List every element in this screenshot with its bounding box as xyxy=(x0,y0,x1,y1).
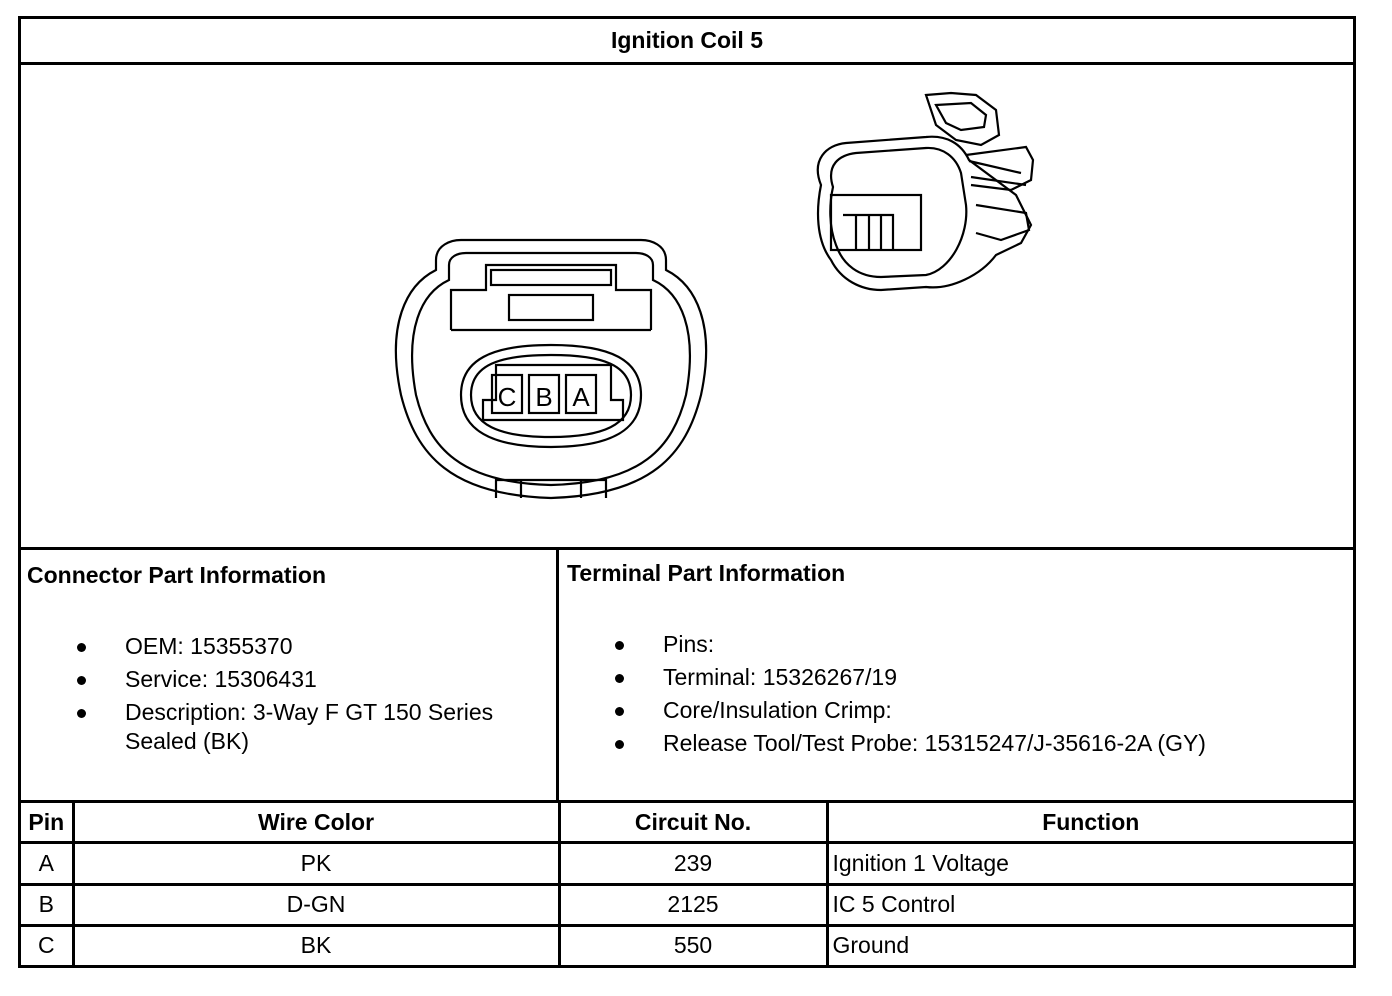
connector-info-heading: Connector Part Information xyxy=(27,562,327,588)
bullet-icon xyxy=(615,641,624,650)
bullet-icon xyxy=(77,676,86,685)
connector-info-list xyxy=(75,632,545,760)
terminal-info-heading: Terminal Part Information xyxy=(567,560,846,586)
list-item: OEM: 15355370 xyxy=(75,632,545,661)
list-item: Release Tool/Test Probe: 15315247/J-35616-2A (GY) xyxy=(613,729,1333,758)
wire-color-cell: BK xyxy=(73,925,559,965)
connector-isometric-view xyxy=(818,93,1033,290)
circuit-no-cell: 239 xyxy=(559,843,827,884)
list-item: Terminal: 15326267/19 xyxy=(613,663,1333,692)
bullet-icon xyxy=(615,707,624,716)
pin-cell: C xyxy=(21,925,73,965)
pin-cell: A xyxy=(21,843,73,884)
bullet-icon xyxy=(615,740,624,749)
table-row xyxy=(21,925,1353,965)
connector-illustration xyxy=(21,65,1353,550)
connector-part-info xyxy=(21,550,559,800)
page-title: Ignition Coil 5 xyxy=(21,19,1353,65)
wire-color-cell: D-GN xyxy=(73,884,559,925)
bullet-icon xyxy=(77,709,86,718)
list-item: Description: 3-Way F GT 150 Series Sealed (BK) xyxy=(75,698,545,756)
pin-b-label: B xyxy=(535,382,553,412)
list-item: Core/Insulation Crimp: xyxy=(613,696,1333,725)
column-header-circuit-no: Circuit No. xyxy=(559,802,827,843)
column-header-wire-color: Wire Color xyxy=(73,802,559,843)
pin-cell: B xyxy=(21,884,73,925)
table-header-row xyxy=(21,802,1353,843)
bullet-icon xyxy=(615,674,624,683)
table-row xyxy=(21,884,1353,925)
function-cell: Ignition 1 Voltage xyxy=(827,843,1353,884)
terminal-part-info xyxy=(559,550,1353,800)
circuit-no-cell: 2125 xyxy=(559,884,827,925)
bullet-icon xyxy=(77,643,86,652)
circuit-no-cell: 550 xyxy=(559,925,827,965)
terminal-info-list xyxy=(613,630,1333,762)
pin-table xyxy=(21,800,1353,965)
wire-color-cell: PK xyxy=(73,843,559,884)
list-item: Pins: xyxy=(613,630,1333,659)
column-header-function: Function xyxy=(827,802,1353,843)
list-item: Service: 15306431 xyxy=(75,665,545,694)
table-row xyxy=(21,843,1353,884)
connector-face-view xyxy=(396,240,706,498)
function-cell: IC 5 Control xyxy=(827,884,1353,925)
pin-a-label: A xyxy=(572,382,590,412)
pin-c-label: C xyxy=(497,382,517,412)
function-cell: Ground xyxy=(827,925,1353,965)
connector-sheet xyxy=(18,16,1356,968)
column-header-pin: Pin xyxy=(21,802,73,843)
